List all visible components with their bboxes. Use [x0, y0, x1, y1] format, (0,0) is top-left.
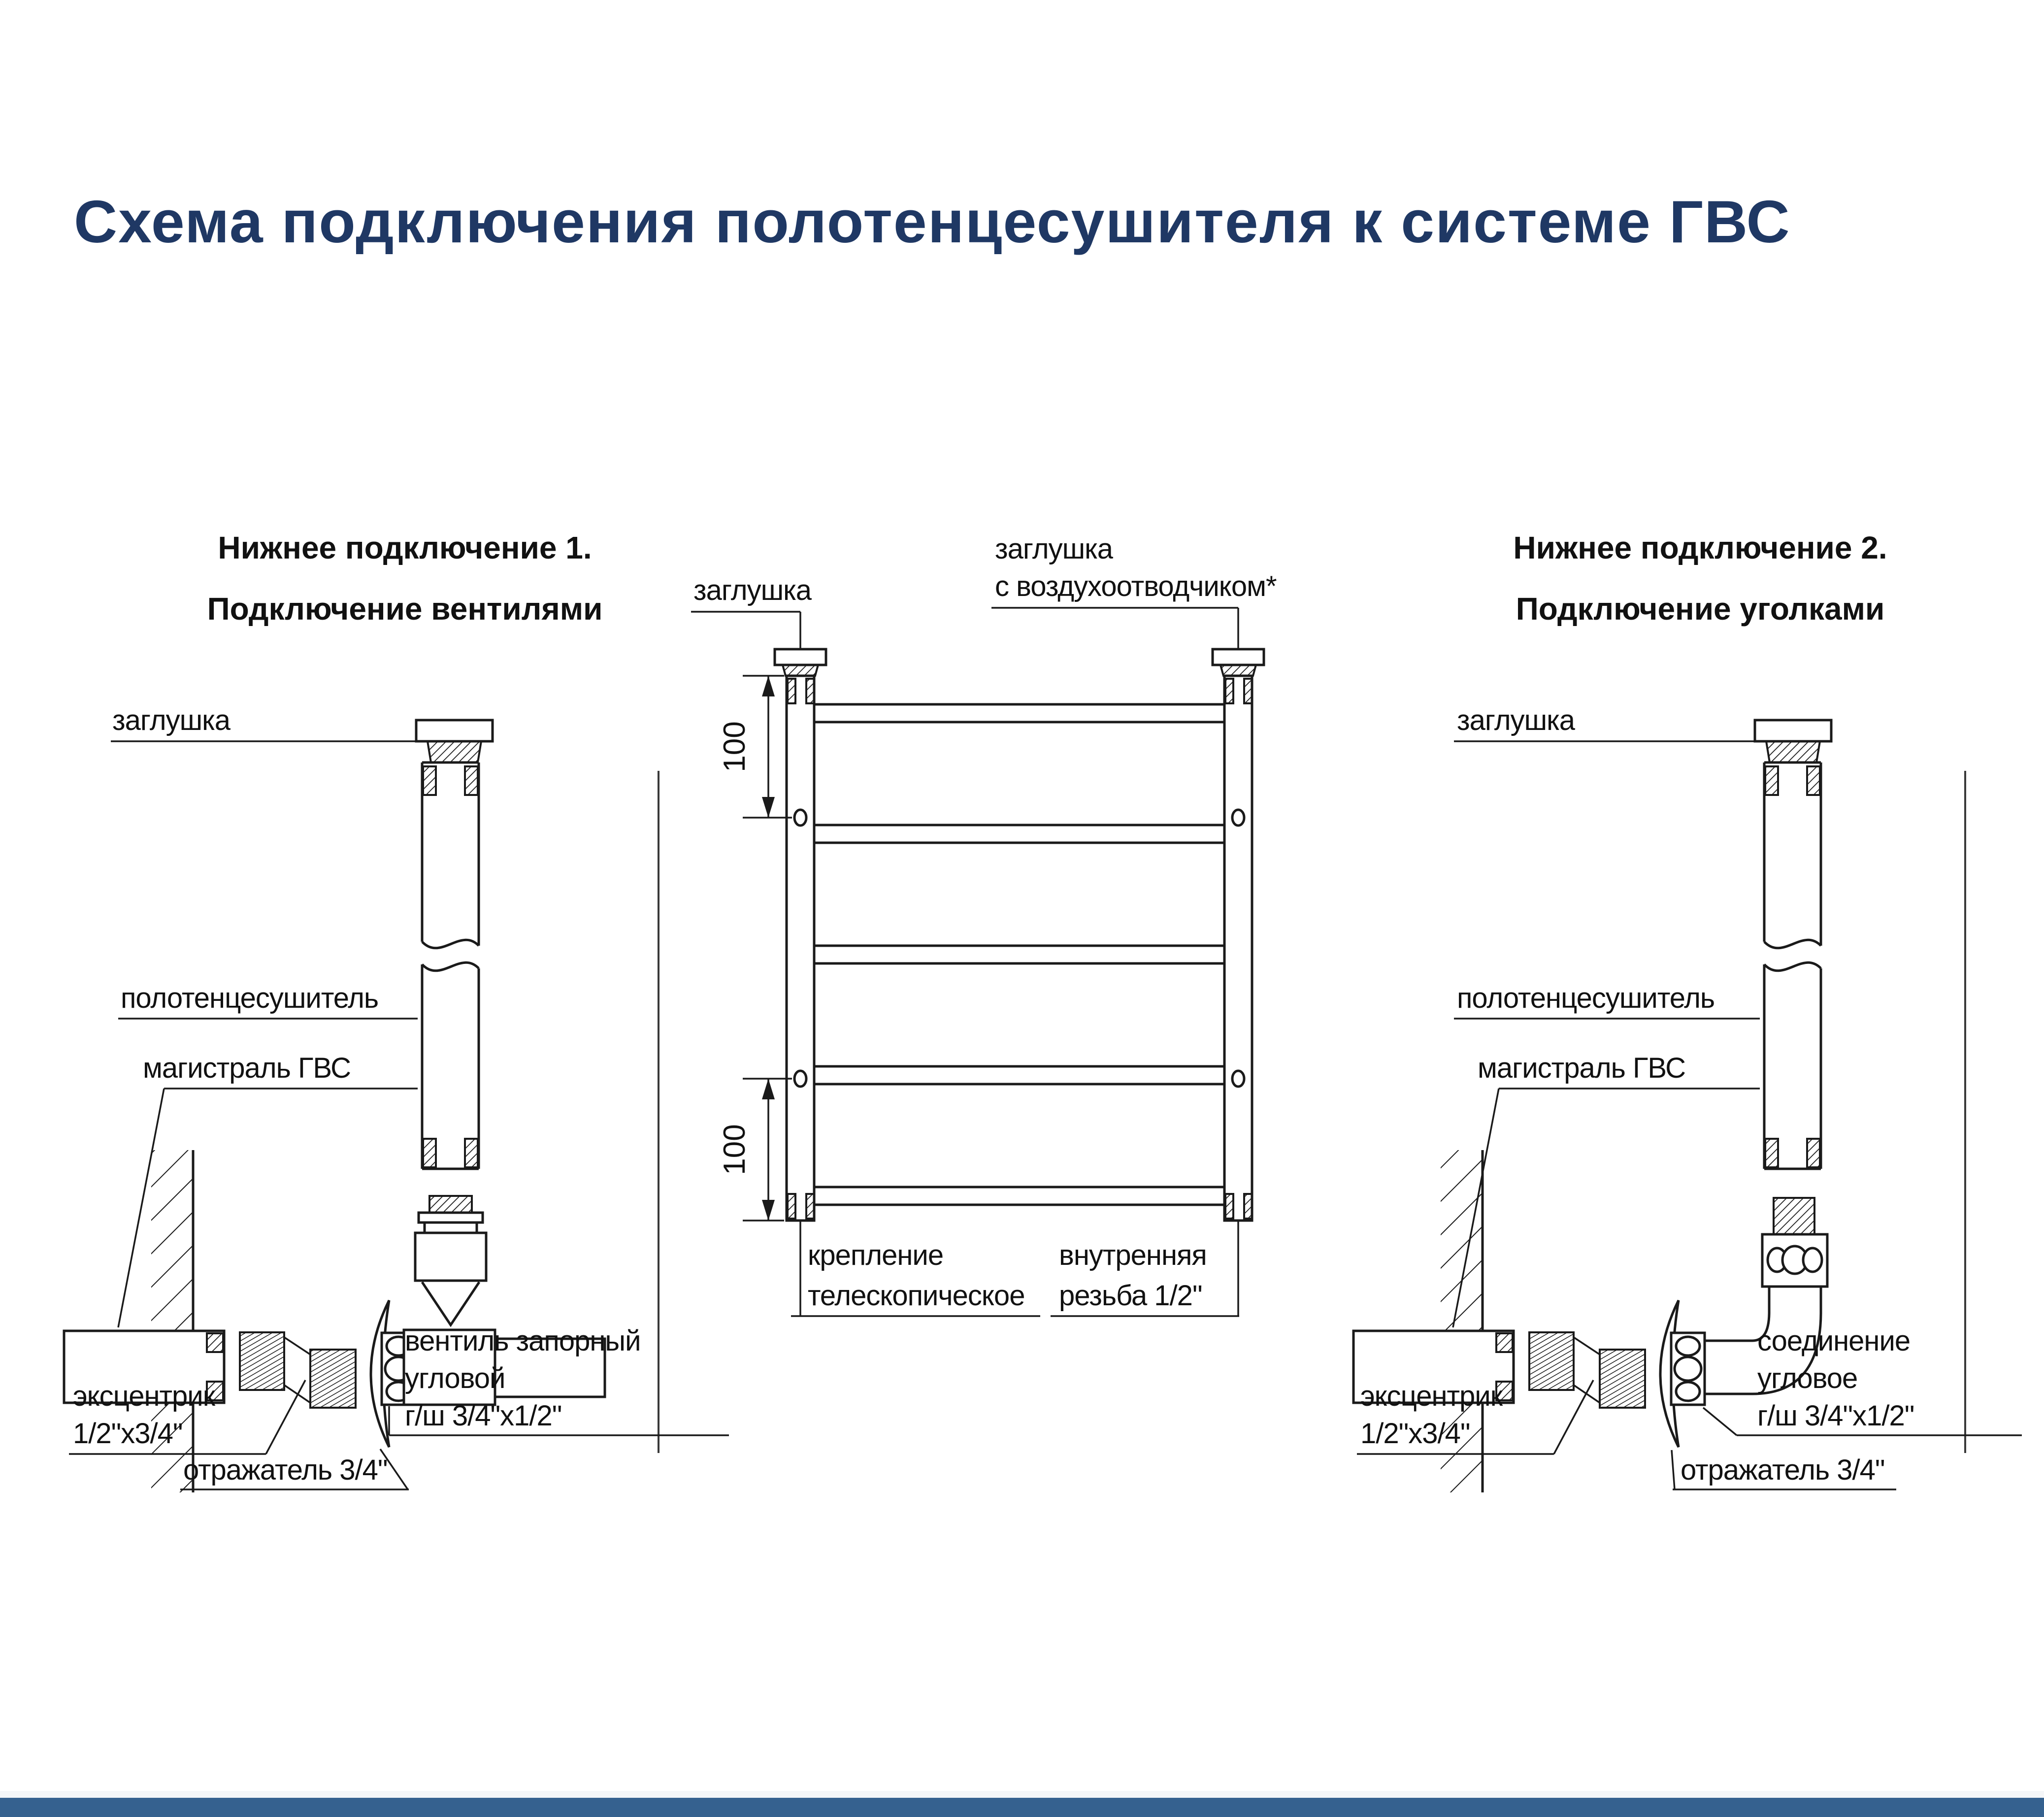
center-thread-label-line2: резьба 1/2"	[1059, 1280, 1202, 1312]
right-elbow-label-line3: г/ш 3/4"х1/2"	[1757, 1400, 1914, 1432]
center-mount-hole-bottom-left	[794, 1071, 806, 1087]
left-diagram	[64, 530, 729, 1492]
right-main-line-label: магистраль ГВС	[1478, 1052, 1685, 1084]
center-plug-left-label: заглушка	[693, 574, 812, 606]
footer-accent-bar	[0, 1791, 2044, 1798]
left-towel-rail-pipe-icon	[422, 762, 479, 1169]
center-dim-top	[718, 676, 792, 818]
right-eccentric-label-line1: эксцентрик	[1360, 1380, 1503, 1412]
left-reflector-label: отражатель 3/4"	[183, 1454, 388, 1486]
center-plug-cap-left-icon	[775, 649, 826, 676]
right-plug-label: заглушка	[1457, 704, 1575, 736]
center-mount-hole-bottom-right	[1232, 1071, 1244, 1087]
center-collector-left-icon	[787, 676, 814, 1221]
center-rungs-icon	[814, 704, 1224, 1205]
center-plug-cap-right-icon	[1213, 649, 1264, 676]
right-header-line1: Нижнее подключение 2.	[1513, 530, 1887, 565]
right-reflector-label: отражатель 3/4"	[1681, 1454, 1885, 1486]
center-mount-label-line1: крепление	[808, 1239, 944, 1271]
center-dim-bottom	[718, 1079, 792, 1221]
left-header-line2: Подключение вентилями	[207, 591, 603, 627]
center-mount-label-line2: телескопическое	[808, 1280, 1025, 1312]
left-eccentric-icon	[240, 1332, 356, 1408]
left-valve-label-line3: г/ш 3/4"х1/2"	[405, 1400, 562, 1432]
footer-blue-bar	[0, 1798, 2044, 1817]
page-title: Схема подключения полотенцесушителя к системе ГВС	[74, 188, 1791, 255]
right-elbow-label-line1: соединение	[1757, 1325, 1911, 1357]
right-union-nut-icon	[1671, 1333, 1705, 1405]
right-towel-rail-pipe-icon	[1764, 762, 1821, 1169]
right-plug-cap-icon	[1755, 720, 1831, 762]
center-mount-hole-top-left	[794, 810, 806, 826]
left-header-line1: Нижнее подключение 1.	[218, 530, 592, 565]
left-eccentric-label-line2: 1/2"х3/4"	[73, 1418, 183, 1450]
center-collector-right-icon	[1224, 676, 1252, 1221]
left-main-line-label: магистраль ГВС	[143, 1052, 351, 1084]
right-eccentric-label-line2: 1/2"х3/4"	[1360, 1418, 1470, 1450]
left-valve-label-line1: вентиль запорный	[405, 1325, 641, 1357]
right-towel-rail-label: полотенцесушитель	[1457, 982, 1715, 1014]
right-elbow-label-line2: угловое	[1757, 1362, 1858, 1394]
center-mount-hole-top-right	[1232, 810, 1244, 826]
center-diagram	[691, 533, 1277, 1316]
left-eccentric-label-line1: эксцентрик	[73, 1380, 215, 1412]
right-header-line2: Подключение уголками	[1516, 591, 1885, 627]
center-thread-label-line1: внутренняя	[1059, 1239, 1207, 1271]
center-dim-bottom-value: 100	[718, 1124, 752, 1175]
right-diagram	[1353, 530, 2022, 1492]
left-towel-rail-label: полотенцесушитель	[121, 982, 379, 1014]
center-dim-top-value: 100	[718, 721, 752, 772]
center-plug-right-label-line2: с воздухоотводчиком*	[995, 570, 1277, 602]
center-plug-right-label-line1: заглушка	[995, 533, 1113, 565]
left-plug-cap-icon	[416, 720, 493, 762]
left-plug-label: заглушка	[112, 704, 231, 736]
right-eccentric-icon	[1529, 1332, 1645, 1408]
left-valve-label-line2: угловой	[405, 1362, 505, 1394]
